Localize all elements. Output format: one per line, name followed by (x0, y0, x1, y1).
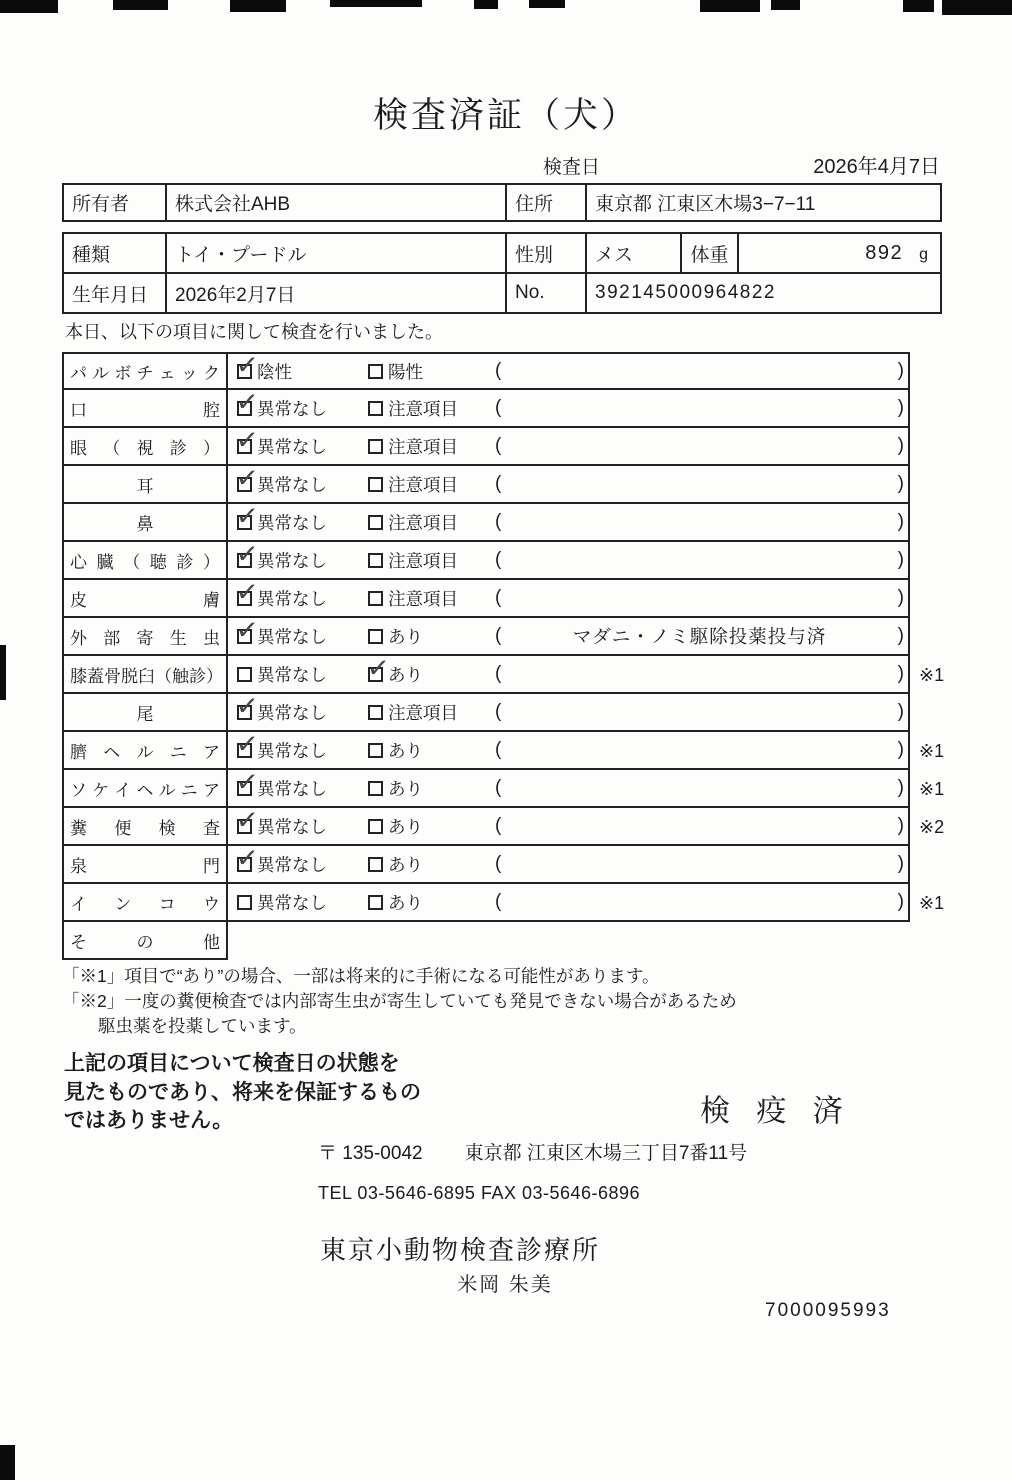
option-label: 異常なし (257, 740, 327, 761)
scan-artifact (330, 0, 422, 7)
disclaimer-line: ではありません。 (64, 1109, 234, 1132)
exam-row-content (228, 922, 910, 960)
open-paren: ( (495, 511, 502, 532)
exam-item-label: 眼 （ 視 診 ） (62, 428, 228, 466)
exam-item-label: 尾 (62, 694, 228, 732)
clinic-street-address: 東京都 江東区木場三丁目7番11号 (464, 1143, 748, 1164)
open-paren: ( (495, 815, 502, 836)
exam-row-content (228, 542, 910, 580)
checkbox-checked (237, 553, 252, 568)
option-label: 異常なし (257, 512, 327, 533)
exam-row (62, 466, 962, 504)
option-label: 異常なし (257, 626, 327, 647)
open-paren: ( (495, 360, 502, 381)
close-paren: ) (897, 549, 904, 570)
exam-row (62, 770, 962, 808)
disclaimer (64, 1050, 421, 1136)
exam-option (237, 738, 368, 763)
exam-option (237, 586, 368, 611)
exam-item-label: 耳 (62, 466, 228, 504)
checkbox-unchecked (368, 364, 383, 379)
exam-row-content (228, 808, 910, 846)
breed-label: 種類 (63, 233, 166, 273)
exam-option (237, 662, 368, 687)
disclaimer-line: 見たものであり、将来を保証するもの (64, 1080, 421, 1104)
checkbox-checked (368, 667, 383, 682)
exam-option (237, 510, 368, 535)
result-parentheses (495, 777, 908, 799)
exam-row-content (228, 504, 910, 542)
option-label: 異常なし (257, 854, 327, 875)
option-label: 異常なし (257, 702, 327, 723)
checkbox-unchecked (368, 895, 383, 910)
footnote-ref: ※1 (919, 892, 945, 913)
exam-option (368, 662, 495, 687)
option-label: 注意項目 (388, 588, 458, 609)
document-title: 検査済証（犬） (372, 96, 639, 135)
exam-item-label: 口 腔 (62, 390, 228, 428)
result-parentheses (495, 701, 908, 723)
checkbox-unchecked (368, 743, 383, 758)
weight-value-cell (738, 233, 941, 273)
pet-table (62, 232, 942, 314)
checkbox-checked (237, 515, 252, 530)
result-parentheses (495, 587, 908, 609)
result-parentheses (495, 360, 908, 382)
option-label: 注意項目 (388, 702, 458, 723)
weight-unit: g (919, 245, 928, 263)
checkbox-unchecked (368, 553, 383, 568)
footnote-ref (910, 846, 960, 884)
exam-row (62, 428, 962, 466)
exam-item-label: そ の 他 (62, 922, 228, 960)
footnote-ref: ※1 (919, 664, 945, 685)
scan-artifact (230, 0, 286, 12)
pet-row-2 (63, 273, 941, 313)
scan-artifact (474, 0, 498, 9)
exam-row-content (228, 352, 910, 390)
exam-row (62, 352, 962, 390)
checkbox-checked (237, 743, 252, 758)
exam-option (368, 776, 495, 801)
scan-artifact (700, 0, 760, 12)
close-paren: ) (897, 777, 904, 798)
exam-item-label: ソ ケ イ ヘ ル ニ ア (62, 770, 228, 808)
option-label: あり (388, 664, 423, 685)
exam-option (237, 359, 368, 384)
option-label: 注意項目 (388, 512, 458, 533)
exam-row-content (228, 466, 910, 504)
footnote-ref (910, 390, 960, 428)
close-paren: ) (897, 891, 904, 912)
exam-option (368, 396, 495, 421)
option-label: 異常なし (257, 550, 327, 571)
weight-label: 体重 (681, 233, 738, 273)
result-parentheses (495, 891, 908, 913)
option-label: あり (388, 854, 423, 875)
scan-artifact (0, 0, 58, 13)
checkbox-unchecked (368, 857, 383, 872)
clinic-address-line (318, 1138, 747, 1165)
footnote-ref (910, 618, 960, 656)
option-label: あり (388, 892, 423, 913)
scan-artifact (113, 0, 168, 10)
exam-row-content (228, 884, 910, 922)
exam-row-content (228, 770, 910, 808)
exam-option (368, 472, 495, 497)
open-paren: ( (495, 777, 502, 798)
exam-row (62, 580, 962, 618)
exam-row (62, 884, 962, 922)
exam-option (237, 852, 368, 877)
open-paren: ( (495, 397, 502, 418)
open-paren: ( (495, 853, 502, 874)
result-parentheses (495, 663, 908, 685)
result-parentheses (495, 435, 908, 457)
checkbox-checked (237, 591, 252, 606)
footnote-ref (910, 504, 960, 542)
owner-value: 株式会社AHB (166, 184, 506, 221)
exam-row-content (228, 694, 910, 732)
checkbox-unchecked (237, 667, 252, 682)
scan-artifact (942, 0, 1012, 15)
exam-row-content (228, 428, 910, 466)
exam-option (368, 814, 495, 839)
footnote-ref (910, 922, 960, 960)
open-paren: ( (495, 701, 502, 722)
option-label: 異常なし (257, 436, 327, 457)
open-paren: ( (495, 625, 502, 646)
scan-artifact (529, 0, 565, 8)
result-parentheses (495, 549, 908, 571)
exam-option (368, 624, 495, 649)
exam-row-content (228, 618, 910, 656)
exam-item-label: イ ン コ ウ (62, 884, 228, 922)
result-text: マダニ・ノミ駆除投薬投与済 (572, 626, 827, 647)
breed-value: トイ・プードル (166, 233, 506, 273)
exam-option (368, 434, 495, 459)
exam-row (62, 808, 962, 846)
checkbox-checked (237, 477, 252, 492)
exam-option (237, 472, 368, 497)
result-parentheses (495, 623, 908, 649)
exam-row (62, 618, 962, 656)
checkbox-unchecked (368, 477, 383, 492)
exam-option (368, 359, 495, 384)
scan-artifact (903, 0, 934, 12)
owner-label: 所有者 (63, 184, 166, 221)
open-paren: ( (495, 739, 502, 760)
checkbox-checked (237, 705, 252, 720)
clinic-name: 東京小動物検査診療所 (320, 1235, 601, 1265)
result-parentheses (495, 815, 908, 837)
checkbox-unchecked (368, 705, 383, 720)
exam-item-label: 臍 ヘ ル ニ ア (62, 732, 228, 770)
footnote-ref: ※2 (919, 816, 945, 837)
exam-item-label: 膝 蓋 骨 脱 臼 （ 触 診 ） (62, 656, 228, 694)
exam-option (237, 548, 368, 573)
exam-option (368, 852, 495, 877)
close-paren: ) (897, 435, 904, 456)
intro-text: 本日、以下の項目に関して検査を行いました。 (65, 322, 443, 342)
exam-option (237, 396, 368, 421)
close-paren: ) (897, 663, 904, 684)
checkbox-unchecked (368, 515, 383, 530)
footnotes (62, 964, 737, 1039)
address-value: 東京都 江東区木場3−7−11 (586, 184, 941, 221)
open-paren: ( (495, 473, 502, 494)
option-label: あり (388, 816, 423, 837)
option-label: 異常なし (257, 816, 327, 837)
exam-option (368, 510, 495, 535)
footnote-line: 「※2」一度の糞便検査では内部寄生虫が寄生していても発見できない場合があるため (62, 991, 737, 1011)
exam-row (62, 390, 962, 428)
option-label: 異常なし (257, 588, 327, 609)
option-label: 異常なし (257, 778, 327, 799)
open-paren: ( (495, 891, 502, 912)
exam-option (237, 814, 368, 839)
option-label: 注意項目 (388, 436, 458, 457)
result-parentheses (495, 853, 908, 875)
result-parentheses (495, 511, 908, 533)
close-paren: ) (897, 739, 904, 760)
checkbox-unchecked (368, 401, 383, 416)
exam-item-label: パ ル ボ チ ェ ッ ク (62, 352, 228, 390)
exam-option (368, 890, 495, 915)
exam-option (368, 700, 495, 725)
checkbox-unchecked (368, 781, 383, 796)
option-label: 異常なし (257, 892, 327, 913)
option-label: 陽性 (388, 361, 423, 382)
disclaimer-line: 上記の項目について検査日の状態を (64, 1052, 400, 1075)
checkbox-unchecked (368, 591, 383, 606)
checkbox-checked (237, 364, 252, 379)
option-label: あり (388, 626, 423, 647)
clinic-tel-fax: TEL 03-5646-6895 FAX 03-5646-6896 (318, 1183, 641, 1203)
footnote-ref (910, 542, 960, 580)
close-paren: ) (897, 853, 904, 874)
veterinarian-name: 米岡 朱美 (457, 1274, 553, 1296)
exam-row (62, 656, 962, 694)
exam-row-content (228, 846, 910, 884)
option-label: 注意項目 (388, 398, 458, 419)
no-label: No. (506, 273, 586, 313)
quarantine-stamp: 検 疫 済 (700, 1095, 852, 1128)
exam-item-label: 心 臓 （ 聴 診 ） (62, 542, 228, 580)
footnote-ref (910, 466, 960, 504)
scan-artifact (771, 0, 800, 10)
option-label: 注意項目 (388, 550, 458, 571)
exam-row-content (228, 732, 910, 770)
exam-option (368, 548, 495, 573)
pet-row-1 (63, 233, 941, 273)
option-label: あり (388, 778, 423, 799)
exam-item-label: 泉 門 (62, 846, 228, 884)
exam-row (62, 504, 962, 542)
exam-option (237, 776, 368, 801)
option-label: 異常なし (257, 474, 327, 495)
option-label: あり (388, 740, 423, 761)
checkbox-checked (237, 401, 252, 416)
option-label: 異常なし (257, 664, 327, 685)
option-label: 異常なし (257, 398, 327, 419)
scan-artifact (0, 645, 6, 700)
footnote-ref (910, 428, 960, 466)
footnote-ref: ※1 (919, 778, 945, 799)
footnote-ref: ※1 (919, 740, 945, 761)
result-parentheses (495, 739, 908, 761)
exam-item-label: 皮 膚 (62, 580, 228, 618)
close-paren: ) (897, 511, 904, 532)
checkbox-unchecked (368, 819, 383, 834)
footnote-ref (910, 694, 960, 732)
exam-row (62, 694, 962, 732)
exam-row-content (228, 390, 910, 428)
exam-option (237, 700, 368, 725)
footnote-ref (910, 352, 960, 390)
owner-row (63, 184, 941, 221)
exam-table (62, 352, 962, 960)
no-value: 392145000964822 (586, 273, 941, 313)
exam-option (368, 586, 495, 611)
checkbox-unchecked (237, 895, 252, 910)
checkbox-checked (237, 439, 252, 454)
weight-value: 892 (865, 241, 904, 264)
exam-row-content (228, 580, 910, 618)
exam-item-label: 外 部 寄 生 虫 (62, 618, 228, 656)
exam-option (237, 624, 368, 649)
checkbox-checked (237, 819, 252, 834)
option-label: 注意項目 (388, 474, 458, 495)
close-paren: ) (897, 701, 904, 722)
exam-row-content (228, 656, 910, 694)
owner-table (62, 183, 942, 222)
postal-code: 〒 135-0042 (318, 1143, 423, 1164)
close-paren: ) (897, 625, 904, 646)
close-paren: ) (897, 360, 904, 381)
inspection-date-label: 検査日 (543, 157, 601, 178)
serial-number: 7000095993 (765, 1300, 891, 1321)
checkbox-checked (237, 857, 252, 872)
open-paren: ( (495, 549, 502, 570)
result-parentheses (495, 397, 908, 419)
close-paren: ) (897, 815, 904, 836)
close-paren: ) (897, 397, 904, 418)
checkbox-unchecked (368, 439, 383, 454)
footnote-line: 駆虫薬を投薬しています。 (98, 1016, 307, 1036)
scan-artifact (0, 1445, 15, 1480)
option-label: 陰性 (257, 361, 292, 382)
open-paren: ( (495, 587, 502, 608)
result-parentheses (495, 473, 908, 495)
exam-row (62, 732, 962, 770)
sex-label: 性別 (506, 233, 586, 273)
exam-row (62, 922, 962, 960)
checkbox-checked (237, 781, 252, 796)
exam-row (62, 846, 962, 884)
close-paren: ) (897, 587, 904, 608)
inspection-date-value: 2026年4月7日 (813, 156, 940, 178)
exam-row (62, 542, 962, 580)
exam-option (237, 890, 368, 915)
birthdate-label: 生年月日 (63, 273, 166, 313)
footnote-line: 「※1」項目で“あり”の場合、一部は将来的に手術になる可能性があります。 (62, 966, 660, 986)
address-label: 住所 (506, 184, 586, 221)
checkbox-checked (237, 629, 252, 644)
sex-value: メス (586, 233, 681, 273)
exam-option (368, 738, 495, 763)
checkbox-unchecked (368, 629, 383, 644)
open-paren: ( (495, 435, 502, 456)
birthdate-value: 2026年2月7日 (166, 273, 506, 313)
exam-option (237, 434, 368, 459)
exam-item-label: 鼻 (62, 504, 228, 542)
exam-item-label: 糞 便 検 査 (62, 808, 228, 846)
footnote-ref (910, 580, 960, 618)
close-paren: ) (897, 473, 904, 494)
open-paren: ( (495, 663, 502, 684)
